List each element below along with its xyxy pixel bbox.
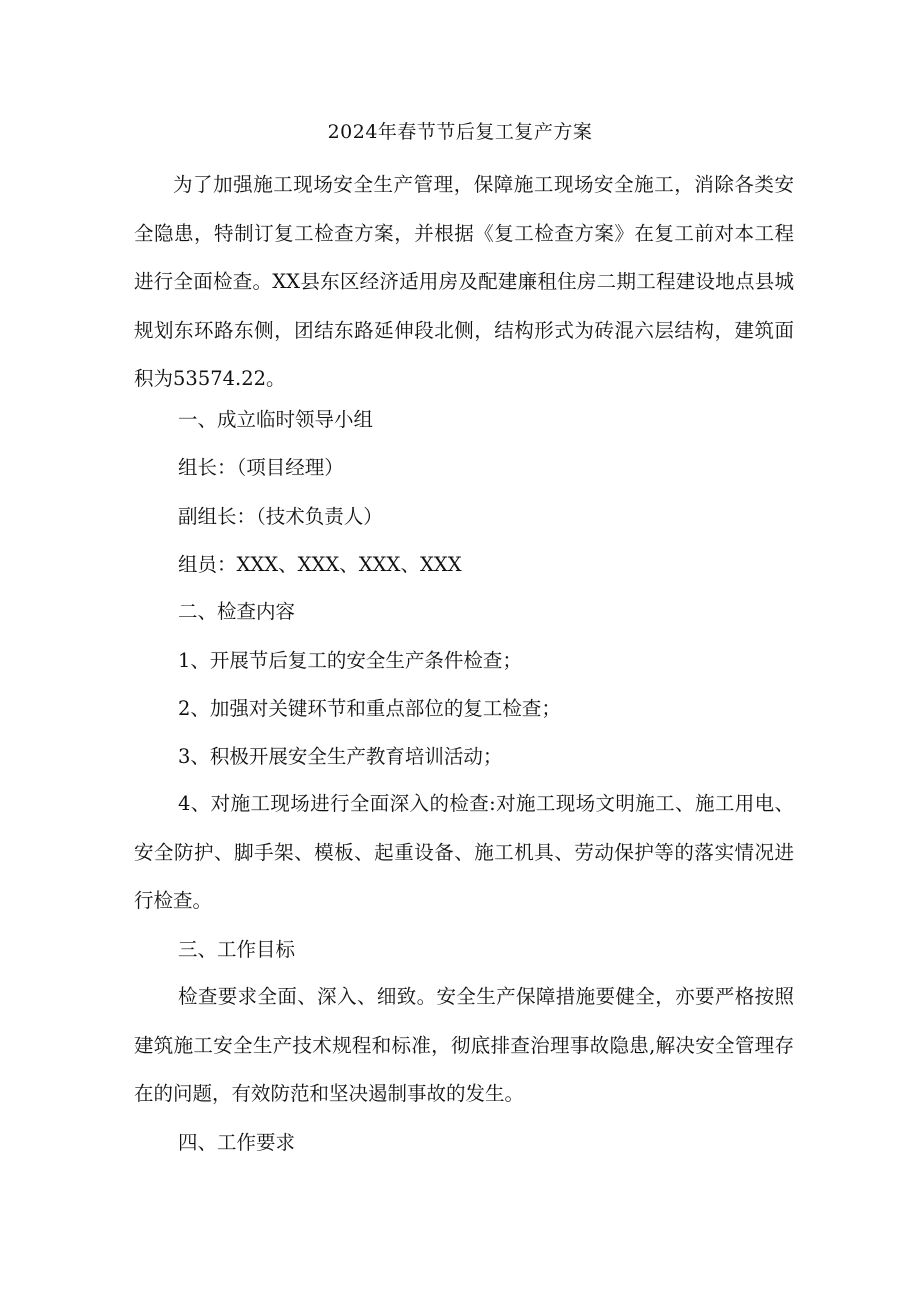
members-line: 组员：XXX、XXX、XXX、XXX	[178, 553, 462, 576]
section1-heading: 一、成立临时领导小组	[178, 408, 374, 431]
leader-line: 组长：（项目经理）	[178, 456, 344, 479]
section3-body: 检查要求全面、深入、细致。安全生产保障措施要健全，亦要严格按照建筑施工安全生产技术规程和标准，彻底排查治理事故隐患,解决安全管理存在的问题，有效防范和坚决遏制事故的发生。	[134, 985, 794, 1105]
deputy-leader-line: 副组长：（技术负责人）	[178, 505, 383, 528]
check-item-1: 1、开展节后复工的安全生产条件检查；	[178, 649, 522, 672]
section3-heading: 三、工作目标	[178, 938, 296, 961]
check-item-3: 3、积极开展安全生产教育培训活动；	[178, 745, 503, 768]
intro-paragraph: 为了加强施工现场安全生产管理，保障施工现场安全施工，消除各类安全隐患，特制订复工检查方案，并根据《复工检查方案》在复工前对本工程进行全面检查。XX县东区经济适用房及配建廉租住房二期工程建设地点县城规划东环路东侧，团结东路延伸段北侧，结构形式为砖混六层结构，建筑面积为53574.22。	[134, 173, 794, 390]
section4-heading: 四、工作要求	[178, 1131, 296, 1154]
section2-heading: 二、检查内容	[178, 600, 296, 623]
document-title: 2024年春节节后复工复产方案	[327, 121, 593, 143]
check-item-4: 4、对施工现场进行全面深入的检查:对施工现场文明施工、施工用电、安全防护、脚手架、模板、起重设备、施工机具、劳动保护等的落实情况进行检查。	[134, 792, 794, 912]
check-item-2: 2、加强对关键环节和重点部位的复工检查；	[178, 697, 561, 720]
